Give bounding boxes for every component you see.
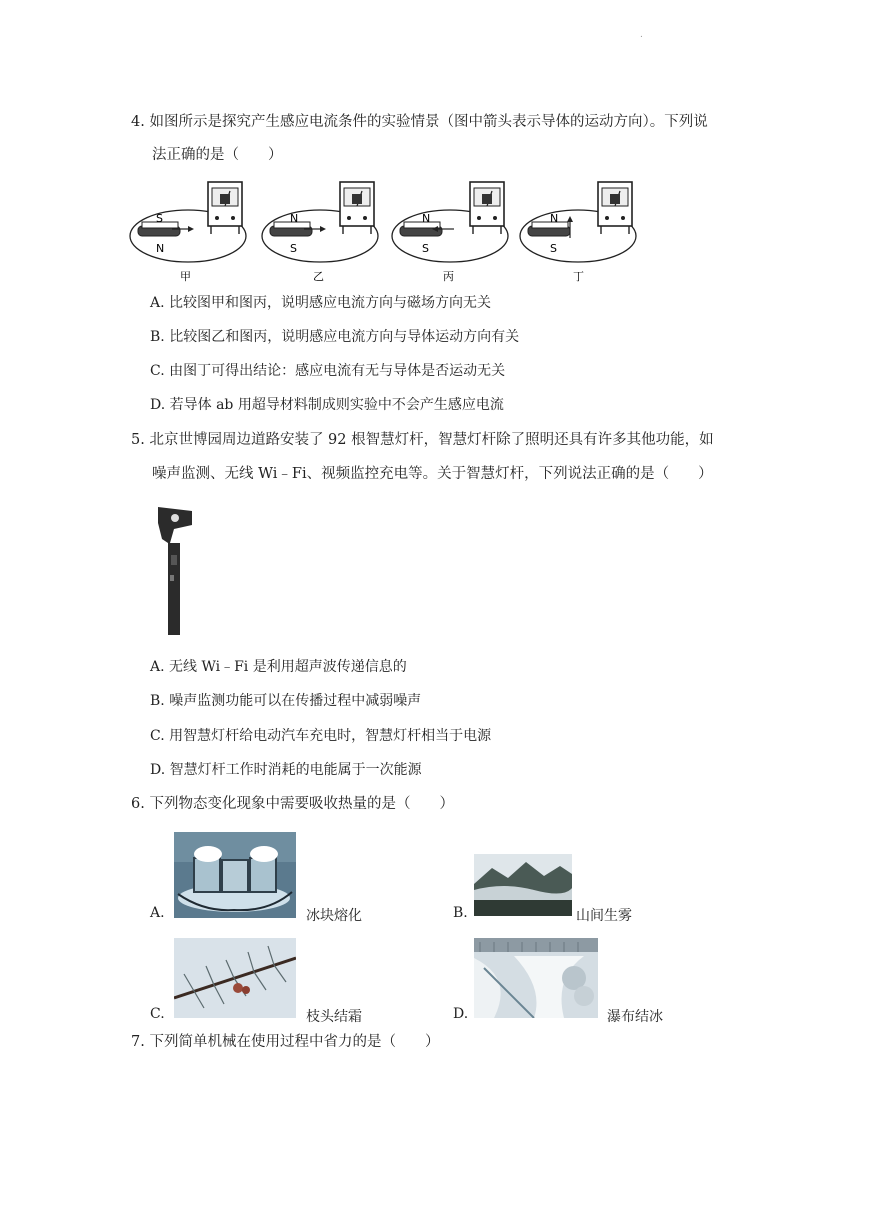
question-6-line-1: 6. 下列物态变化现象中需要吸收热量的是（ ）	[131, 796, 454, 812]
mountain-fog-photo	[474, 854, 572, 916]
question-7-line-1: 7. 下列简单机械在使用过程中省力的是（ ）	[131, 1034, 440, 1050]
q4-option-a: A. 比较图甲和图丙，说明感应电流方向与磁场方向无关	[150, 295, 492, 311]
pole-bottom-jia: N	[156, 242, 165, 255]
pole-bottom-bing: S	[422, 242, 429, 255]
q6-option-a-label: 冰块熔化	[306, 908, 362, 924]
q6-option-c-letter: C.	[150, 1006, 165, 1022]
q4-option-d: D. 若导体 ab 用超导材料制成则实验中不会产生感应电流	[150, 397, 504, 413]
q6-option-d-label: 瀑布结冰	[607, 1009, 663, 1025]
setup-jia	[130, 182, 246, 262]
induction-experiment-figure	[128, 176, 648, 286]
pole-top-jia: S	[156, 212, 163, 225]
q5-option-a: A. 无线 Wi﹣Fi 是利用超声波传递信息的	[150, 659, 407, 675]
q6-option-b-label: 山间生雾	[576, 908, 632, 924]
smart-lamp-post-image	[152, 503, 200, 637]
q5-option-d: D. 智慧灯杆工作时消耗的电能属于一次能源	[150, 762, 422, 778]
question-5-line-1: 5. 北京世博园周边道路安装了 92 根智慧灯杆，智慧灯杆除了照明还具有许多其他功能，如	[131, 432, 714, 448]
caption-jia: 甲	[180, 270, 191, 283]
q5-option-c: C. 用智慧灯杆给电动汽车充电时，智慧灯杆相当于电源	[150, 728, 492, 744]
question-4-line-1: 4. 如图所示是探究产生感应电流条件的实验情景（图中箭头表示导体的运动方向）。下列说	[131, 114, 708, 130]
setup-bing	[392, 182, 508, 262]
caption-yi: 乙	[313, 270, 324, 283]
question-4-line-2: 法正确的是（ ）	[152, 147, 283, 163]
setup-ding	[520, 182, 636, 262]
frozen-waterfall-photo	[474, 938, 598, 1018]
pole-top-bing: N	[422, 212, 431, 225]
pole-top-ding: N	[550, 212, 559, 225]
caption-ding: 丁	[573, 270, 584, 283]
header-mark: .	[640, 30, 643, 40]
pole-bottom-yi: S	[290, 242, 297, 255]
ice-melting-photo	[174, 832, 296, 918]
q6-option-c-label: 枝头结霜	[306, 1009, 362, 1025]
pole-bottom-ding: S	[550, 242, 557, 255]
q6-option-b-letter: B.	[453, 905, 468, 921]
q4-option-b: B. 比较图乙和图丙，说明感应电流方向与导体运动方向有关	[150, 329, 520, 345]
q6-option-d-letter: D.	[453, 1006, 469, 1022]
pole-top-yi: N	[290, 212, 299, 225]
setup-yi	[262, 182, 378, 262]
caption-bing: 丙	[443, 270, 454, 283]
q5-option-b: B. 噪声监测功能可以在传播过程中减弱噪声	[150, 693, 422, 709]
q6-option-a-letter: A.	[150, 905, 165, 921]
question-5-line-2: 噪声监测、无线 Wi﹣Fi、视频监控充电等。关于智慧灯杆，下列说法正确的是（ ）	[152, 466, 713, 482]
frost-branch-photo	[174, 938, 296, 1018]
q4-option-c: C. 由图丁可得出结论：感应电流有无与导体是否运动无关	[150, 363, 506, 379]
